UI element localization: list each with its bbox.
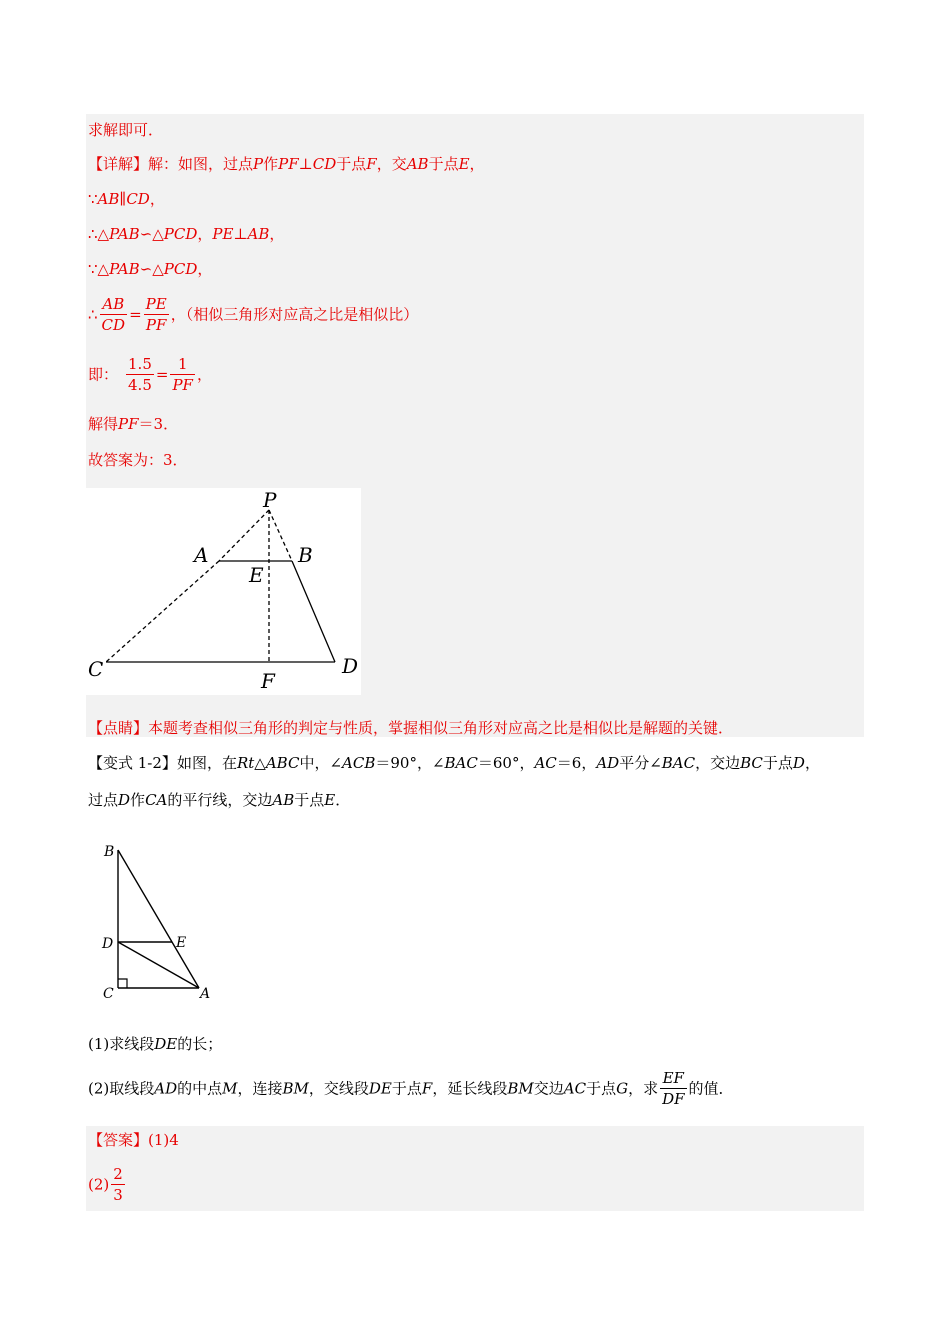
fraction-pe-pf: $\frac{PE}{PF}$: [145, 295, 167, 334]
fraction-ab-cd: $\frac{AB}{CD}$: [101, 295, 126, 334]
because-similar: ∵△PAB∽△PCD，: [88, 260, 213, 278]
therefore-similar: ∴△PAB∽△PCD，PE⊥AB，: [88, 225, 285, 243]
figure-triangle-pcd: [86, 488, 361, 695]
label-b: B: [298, 543, 313, 567]
line-da: [118, 942, 199, 988]
problem-line-2: 过点D作CA的平行线，交边AB于点E．: [88, 791, 351, 809]
answer-box: [86, 1126, 864, 1211]
right-angle-mark: [118, 979, 127, 988]
ratio-equation: ∴ $\frac{AB}{CD}$ = $\frac{PE}{PF}$ ，（相似三角形对应高之比是相似比）: [88, 295, 419, 334]
question-1: (1)求线段DE的长；: [88, 1035, 223, 1053]
label-c: C: [88, 657, 104, 681]
solution-intro: 求解即可．: [88, 121, 164, 139]
label-d: D: [342, 654, 359, 678]
line-pb: [269, 510, 292, 561]
label-p: P: [263, 488, 277, 512]
label-c: C: [103, 986, 114, 1002]
problem-tag: 【变式 1-2】: [88, 754, 177, 772]
label-e: E: [249, 563, 264, 587]
line-ba: [118, 850, 199, 988]
figure-right-triangle-abc: [96, 838, 221, 1004]
substitution-equation: 即： $\frac{1.5}{4.5}$ = $\frac{1}{PF}$ ，: [88, 355, 212, 394]
fraction-1-5-over-4-5: $\frac{1.5}{4.5}$: [128, 355, 152, 394]
because-parallel: ∵AB∥CD，: [88, 190, 165, 208]
fraction-2-3: $\frac{2}{3}$: [113, 1165, 123, 1204]
label-e: E: [176, 935, 187, 951]
fraction-1-over-pf: $\frac{1}{PF}$: [172, 355, 193, 394]
question-2: (2)取线段AD的中点M，连接BM，交线段DE于点F，延长线段BM交边AC于点G，求 $\frac{EF}{DF}$ 的值．: [88, 1069, 734, 1108]
line-ac: [106, 561, 219, 662]
detail-tag: 【详解】: [88, 155, 149, 173]
comment-tag: 【点睛】: [88, 719, 149, 737]
line-pa: [219, 510, 269, 561]
solution-detail-line: 【详解】解：如图，过点P作PF⊥CD于点F，交AB于点E，: [88, 155, 485, 173]
comment-line: 【点睛】本题考查相似三角形的判定与性质，掌握相似三角形对应高之比是相似比是解题的关键．: [88, 719, 734, 737]
label-b: B: [104, 844, 115, 860]
problem-line-1: 【变式 1-2】如图，在Rt△ABC中，∠ACB＝90°，∠BAC＝60°，AC＝6，AD平分∠BAC，交边BC于点D，: [88, 754, 820, 772]
answer-tag: 【答案】: [88, 1131, 149, 1149]
answer-line-2: (2) $\frac{2}{3}$: [88, 1165, 123, 1204]
fraction-ef-df: $\frac{EF}{DF}$: [662, 1069, 685, 1108]
line-bd: [292, 561, 335, 662]
label-a: A: [194, 543, 209, 567]
label-a: A: [200, 986, 211, 1002]
label-d: D: [102, 936, 114, 952]
answer-line-1: 【答案】(1)4: [88, 1131, 179, 1149]
label-f: F: [261, 669, 275, 693]
answer-statement: 故答案为：3．: [88, 451, 188, 469]
solve-result: 解得PF＝3．: [88, 415, 179, 433]
